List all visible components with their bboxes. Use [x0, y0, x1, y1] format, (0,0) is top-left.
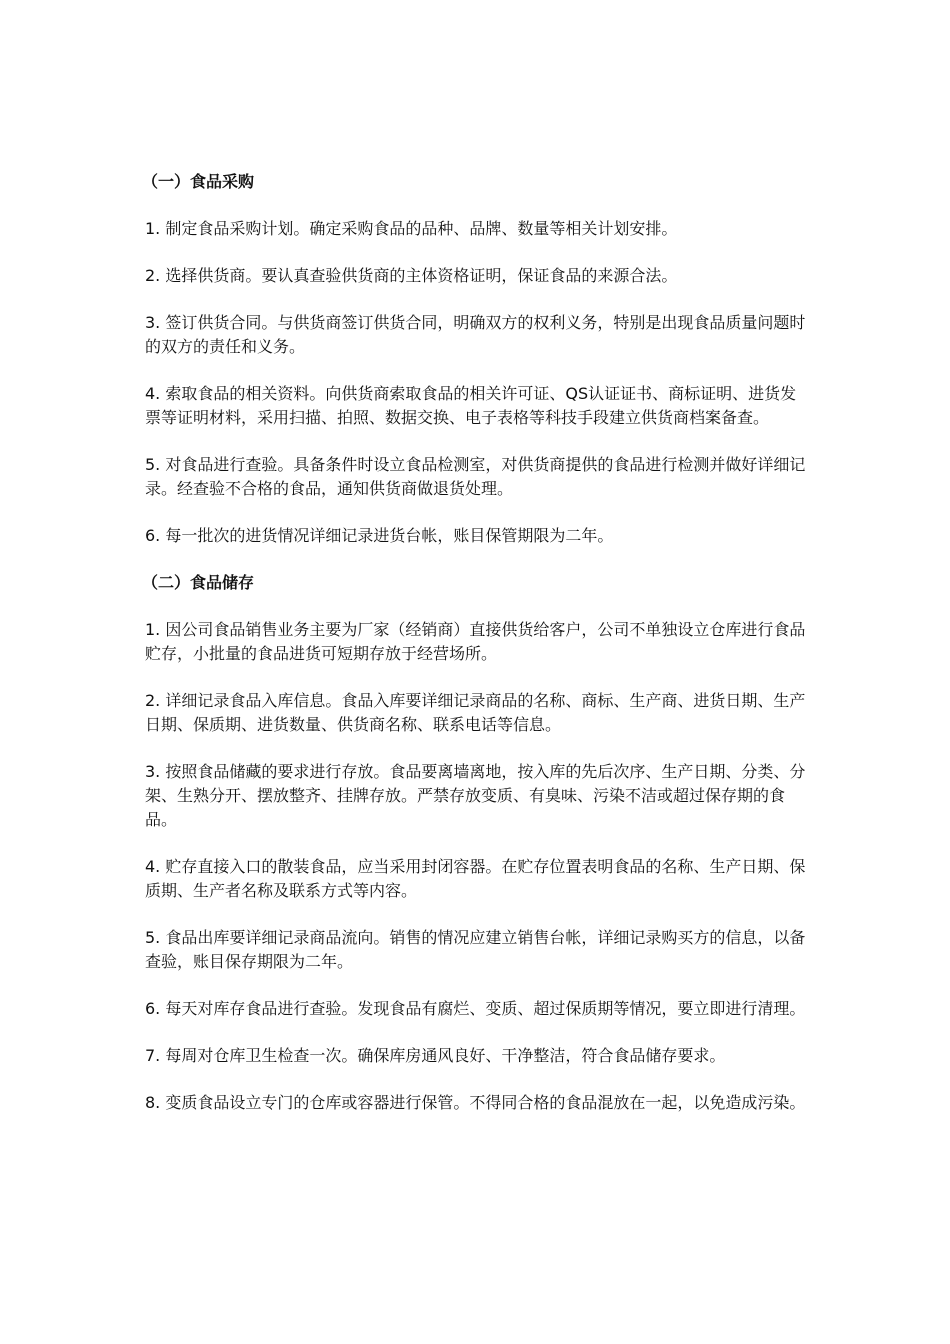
section-food-procurement — [142, 170, 810, 548]
paragraph: 1. 制定食品采购计划。确定采购食品的品种、品牌、数量等相关计划安排。 — [145, 219, 678, 238]
paragraph: 6. 每一批次的进货情况详细记录进货台帐，账目保管期限为二年。 — [145, 526, 614, 545]
section-heading: （一）食品采购 — [142, 172, 255, 191]
paragraph: 3. 按照食品储藏的要求进行存放。食品要离墙离地，按入库的先后次序、生产日期、分类、分架、生熟分开、摆放整齐、挂牌存放。严禁存放变质、有臭味、污染不洁或超过保存期的食品。 — [145, 762, 806, 829]
paragraph: 6. 每天对库存食品进行查验。发现食品有腐烂、变质、超过保质期等情况，要立即进行清理。 — [145, 999, 806, 1018]
paragraph: 4. 贮存直接入口的散装食品，应当采用封闭容器。在贮存位置表明食品的名称、生产日期、保质期、生产者名称及联系方式等内容。 — [145, 857, 806, 900]
section-heading: （二）食品储存 — [142, 573, 255, 592]
paragraph: 5. 对食品进行查验。具备条件时设立食品检测室，对供货商提供的食品进行检测并做好详细记录。经查验不合格的食品，通知供货商做退货处理。 — [145, 455, 806, 498]
paragraph: 2. 选择供货商。要认真查验供货商的主体资格证明，保证食品的来源合法。 — [145, 266, 678, 285]
document-page — [142, 170, 810, 1138]
paragraph: 5. 食品出库要详细记录商品流向。销售的情况应建立销售台帐，详细记录购买方的信息，以备查验，账目保存期限为二年。 — [145, 928, 806, 971]
paragraph: 8. 变质食品设立专门的仓库或容器进行保管。不得同合格的食品混放在一起，以免造成污染。 — [145, 1093, 806, 1112]
paragraph: 2. 详细记录食品入库信息。食品入库要详细记录商品的名称、商标、生产商、进货日期、生产日期、保质期、进货数量、供货商名称、联系电话等信息。 — [145, 691, 806, 734]
paragraph: 1. 因公司食品销售业务主要为厂家（经销商）直接供货给客户，公司不单独设立仓库进行食品贮存，小批量的食品进货可短期存放于经营场所。 — [145, 620, 806, 663]
paragraph: 3. 签订供货合同。与供货商签订供货合同，明确双方的权利义务，特别是出现食品质量问题时的双方的责任和义务。 — [145, 313, 806, 356]
paragraph: 4. 索取食品的相关资料。向供货商索取食品的相关许可证、QS认证证书、商标证明、进货发票等证明材料，采用扫描、拍照、数据交换、电子表格等科技手段建立供货商档案备查。 — [145, 384, 797, 427]
section-food-storage — [142, 571, 810, 1115]
paragraph: 7. 每周对仓库卫生检查一次。确保库房通风良好、干净整洁，符合食品储存要求。 — [145, 1046, 726, 1065]
